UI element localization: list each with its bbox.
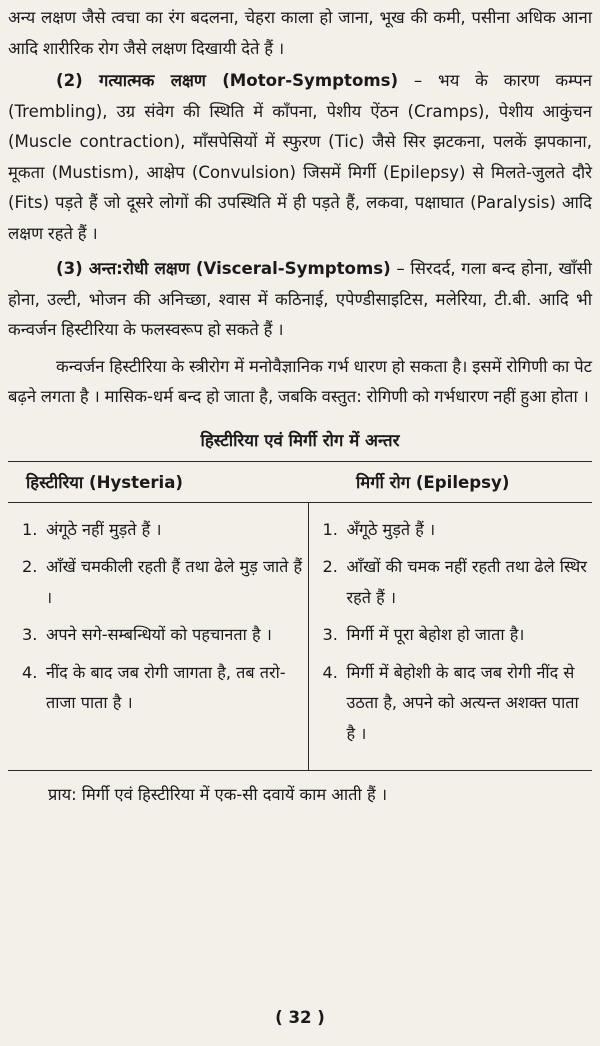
- item-number: 4.: [322, 662, 338, 682]
- item-text: अँगूठे मुड़ते हैं ।: [346, 519, 436, 539]
- item-number: 1.: [22, 519, 38, 539]
- paragraph-visceral-symptoms: [8, 254, 592, 346]
- header-epilepsy: मिर्गी रोग (Epilepsy): [308, 461, 592, 502]
- list-item: [323, 552, 589, 613]
- motor-symptoms-heading: (2) गत्यात्मक लक्षण (Motor-Symptoms): [56, 71, 399, 90]
- hysteria-list: [22, 515, 304, 719]
- item-number: 3.: [22, 625, 38, 644]
- epilepsy-list: [323, 515, 589, 750]
- item-number: 3.: [322, 625, 338, 644]
- item-number: 1.: [322, 519, 338, 539]
- hysteria-column: [8, 502, 308, 771]
- header-hysteria: हिस्टीरिया (Hysteria): [8, 461, 308, 502]
- item-number: 4.: [22, 662, 38, 682]
- item-number: 2.: [22, 557, 38, 576]
- item-text: मिर्गी में बेहोशी के बाद जब रोगी नींद से उठता है, अपने को अत्यन्त अशक्त पाता है ।: [346, 662, 579, 743]
- list-item: [22, 658, 304, 719]
- list-item: [323, 620, 589, 651]
- list-item: [323, 515, 589, 546]
- comparison-table: [8, 461, 592, 772]
- list-item: [22, 552, 304, 613]
- visceral-symptoms-text: – सिरदर्द, गला बन्द होना, खाँसी होना, उल्टी, भोजन की अनिच्छा, श्वास में कठिनाई, एपेण्डीसाइटिस, मलेरिया, टी.बी. आदि भी कन्वर्जन हिस्टीरिया के फलस्वरूप हो सकते हैं ।: [8, 259, 592, 339]
- table-header-row: [8, 461, 592, 502]
- item-number: 2.: [322, 557, 338, 576]
- list-item: [22, 515, 304, 546]
- item-text: आँखों की चमक नहीं रहती तथा ढेले स्थिर रहते हैं ।: [346, 557, 587, 607]
- item-text: अंगूठे नहीं मुड़ते हैं ।: [46, 519, 162, 539]
- list-item: [22, 620, 304, 651]
- motor-symptoms-text: – भय के कारण कम्पन (Trembling), उग्र संवेग की स्थिति में काँपना, पेशीय ऐंठन (Cramps), पेशीय आकुंचन (Muscle contraction), माँसपेसियों में स्फुरण (Tic) जैसे सिर झटकना, पलकें झपकाना, मूकता (Mustism), आक्षेप (Convulsion) जिसमें मिर्गी (Epilepsy) से मिलते-जुलते दौरे (Fits) पड़ते हैं जो दूसरे लोगों की उपस्थिति में ही पड़ते हैं, लकवा, पक्षाघात (Paralysis) आदि लक्षण रहते हैं ।: [8, 71, 593, 243]
- table-title: हिस्टीरिया एवं मिर्गी रोग में अन्तर: [200, 429, 400, 450]
- table-body-row: [8, 502, 592, 771]
- list-item: [323, 658, 589, 750]
- page-number: ( 32 ): [275, 1008, 325, 1027]
- item-text: अपने सगे-सम्बन्धियों को पहचानता है ।: [46, 625, 272, 644]
- visceral-symptoms-heading: (3) अन्त:रोधी लक्षण (Visceral-Symptoms): [56, 259, 391, 278]
- item-text: आँखें चमकीली रहती हैं तथा ढेले मुड़ जाते हैं ।: [46, 557, 303, 607]
- epilepsy-column: [308, 502, 592, 771]
- paragraph-conversion-hysteria: कन्वर्जन हिस्टीरिया के स्त्रीरोग में मनोवैज्ञानिक गर्भ धारण हो सकता है। इसमें रोगिणी का पेट बढ़ने लगता है । मासिक-धर्म बन्द हो जाता है, जबकि वस्तुत: रोगिणी को गर्भधारण नहीं हुआ होता ।: [8, 356, 592, 406]
- footnote-note: प्राय: मिर्गी एवं हिस्टीरिया में एक-सी दवायें काम आती हैं ।: [48, 785, 388, 804]
- item-text: मिर्गी में पूरा बेहोश हो जाता है।: [346, 625, 525, 644]
- paragraph-other-symptoms: अन्य लक्षण जैसे त्वचा का रंग बदलना, चेहरा काला हो जाना, भूख की कमी, पसीना अधिक आना आदि शारीरिक रोग जैसे लक्षण दिखायी देते हैं ।: [8, 8, 592, 58]
- item-text: नींद के बाद जब रोगी जागता है, तब तरो-ताजा पाता है ।: [46, 662, 286, 712]
- paragraph-motor-symptoms: [8, 66, 592, 249]
